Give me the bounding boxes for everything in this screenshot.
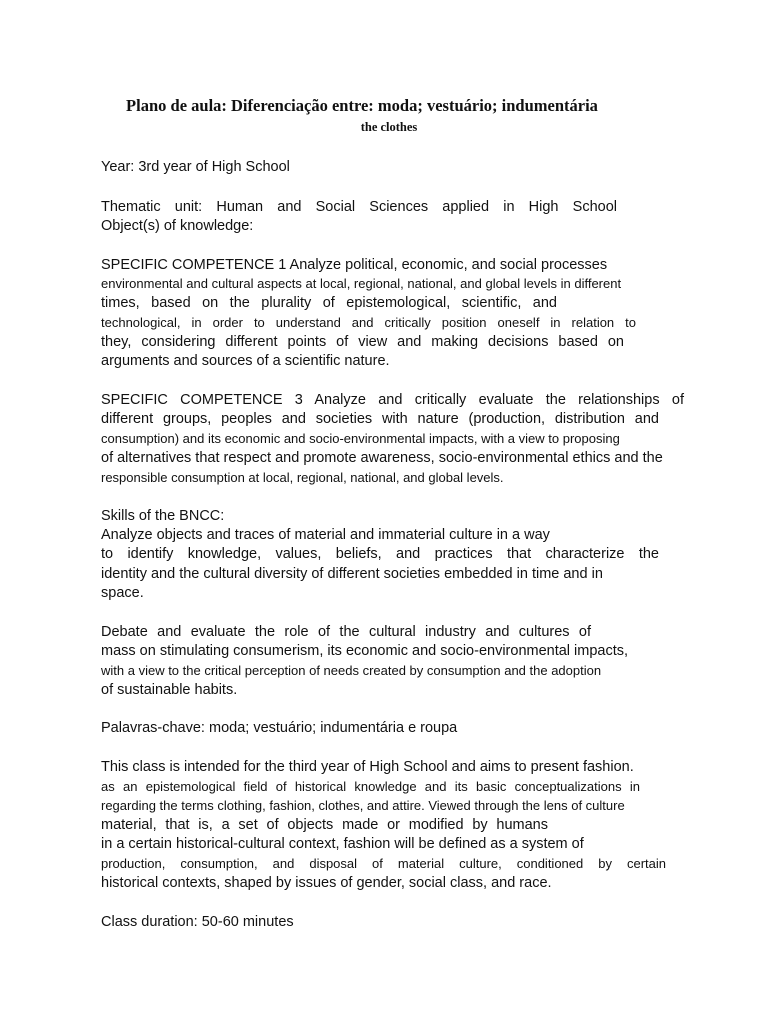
debate-line: with a view to the critical perception of needs created by consumption and the adoption	[101, 663, 602, 678]
skills-line: identity and the cultural diversity of different societies embedded in time and in	[101, 566, 603, 582]
skills-line: space.	[101, 585, 144, 601]
year-line: Year: 3rd year of High School	[101, 159, 290, 175]
competence-1-line: technological, in order to understand and critically position oneself in relation to	[101, 315, 636, 330]
objects-of-knowledge-line: Object(s) of knowledge:	[101, 218, 254, 234]
debate-line: mass on stimulating consumerism, its economic and socio-environmental impacts,	[101, 643, 629, 659]
document-subtitle: the clothes	[360, 120, 418, 134]
intro-line: regarding the terms clothing, fashion, clothes, and attire. Viewed through the lens of culture	[101, 798, 625, 813]
debate-line: of sustainable habits.	[101, 682, 238, 698]
competence-1-line: environmental and cultural aspects at local, regional, national, and global levels in different	[101, 276, 622, 291]
intro-line: material, that is, a set of objects made or modified by humans	[101, 817, 548, 833]
competence-3-line: different groups, peoples and societies with nature (production, distribution and	[101, 411, 659, 427]
class-duration-line: Class duration: 50-60 minutes	[101, 914, 294, 930]
skills-line: to identify knowledge, values, beliefs, and practices that characterize the	[101, 546, 659, 562]
keywords-line: Palavras-chave: moda; vestuário; indumentária e roupa	[101, 720, 458, 736]
document-title: Plano de aula: Diferenciação entre: moda; vestuário; indumentária	[126, 96, 598, 115]
skills-heading: Skills of the BNCC:	[101, 508, 225, 524]
competence-1-line: times, based on the plurality of epistemological, scientific, and	[101, 295, 557, 311]
competence-1-line: SPECIFIC COMPETENCE 1 Analyze political, economic, and social processes	[101, 257, 608, 273]
intro-line: historical contexts, shaped by issues of gender, social class, and race.	[101, 875, 552, 891]
intro-line: in a certain historical-cultural context, fashion will be defined as a system of	[101, 836, 584, 852]
thematic-unit-line: Thematic unit: Human and Social Sciences applied in High School	[101, 199, 617, 215]
competence-1-line: arguments and sources of a scientific nature.	[101, 353, 390, 369]
competence-3-line: consumption) and its economic and socio-environmental impacts, with a view to proposing	[101, 431, 620, 446]
competence-1-line: they, considering different points of view and making decisions based on	[101, 334, 624, 350]
intro-line: production, consumption, and disposal of material culture, conditioned by certain	[101, 856, 666, 871]
skills-line: Analyze objects and traces of material and immaterial culture in a way	[101, 527, 550, 543]
competence-3-line: SPECIFIC COMPETENCE 3 Analyze and critically evaluate the relationships of	[101, 392, 684, 408]
intro-line: This class is intended for the third year of High School and aims to present fashion.	[101, 759, 634, 775]
competence-3-line: of alternatives that respect and promote awareness, socio-environmental ethics and the	[101, 450, 663, 466]
competence-3-line: responsible consumption at local, regional, national, and global levels.	[101, 470, 504, 485]
intro-line: as an epistemological field of historical knowledge and its basic conceptualizations in	[101, 779, 640, 794]
debate-line: Debate and evaluate the role of the cultural industry and cultures of	[101, 624, 591, 640]
